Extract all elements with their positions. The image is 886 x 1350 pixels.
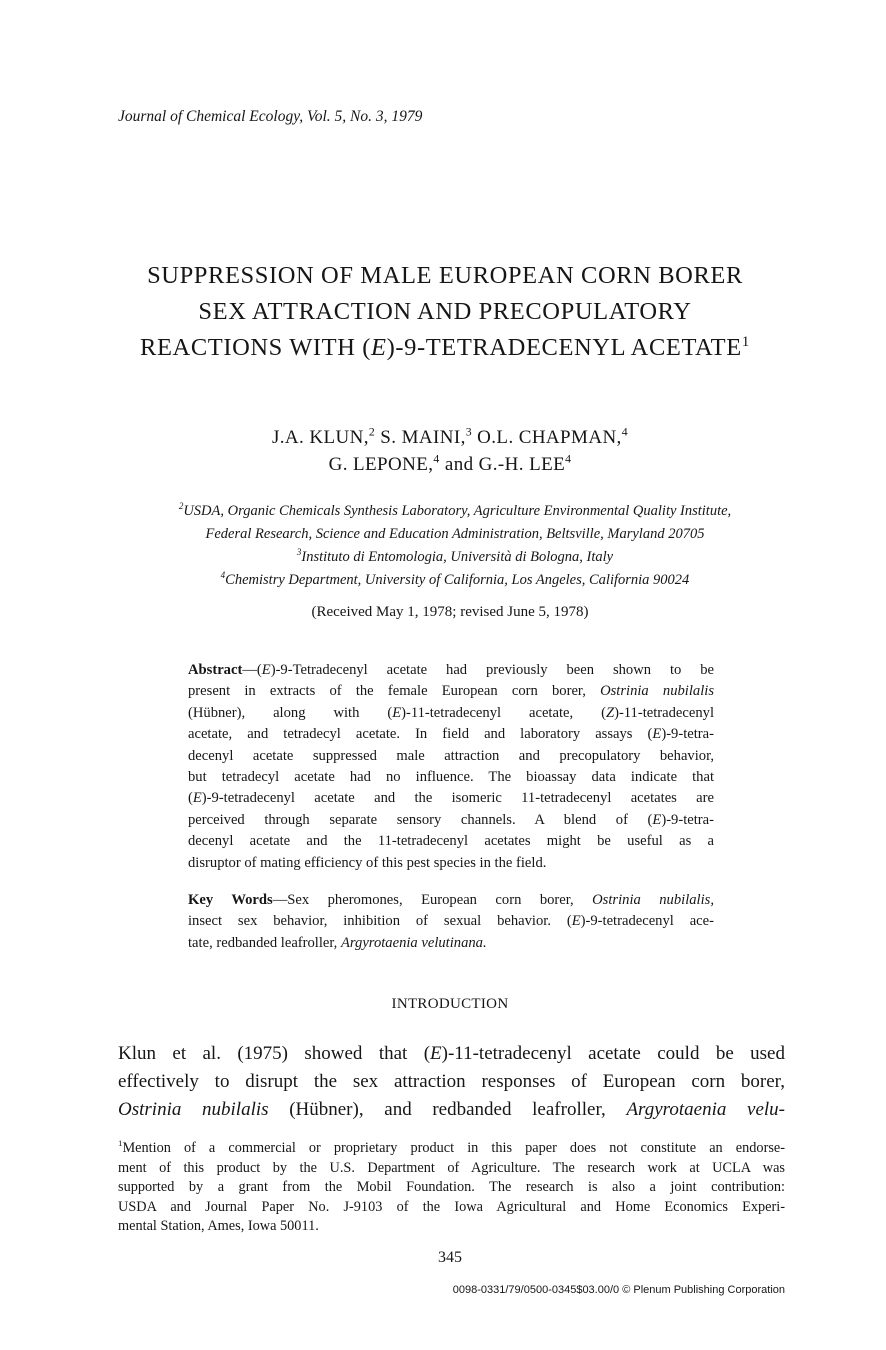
title-line-2: SEX ATTRACTION AND PRECOPULATORY: [198, 298, 692, 325]
affiliation-usda: $^2$USDA, Organic Chemicals Synthesis Laboratory, Agriculture Environmental Quality Institute,: [178, 501, 732, 519]
affiliation-ucla: $^4$Chemistry Department, University of California, Los Angeles, California 90024: [220, 570, 690, 588]
affiliation-bologna: $^3$Instituto di Entomologia, Università di Bologna, Italy: [296, 547, 614, 565]
authors-line-2: G. LEPONE,$^4$ and G.-H. LEE$^4$: [328, 452, 572, 475]
abstract-line: but tetradecyl acetate had no influence. The bioassay data indicate that: [188, 769, 714, 786]
received-dates: (Received May 1, 1978; revised June 5, 1978): [311, 604, 589, 620]
copyright-line: 0098-0331/79/0500-0345$03.00/0 © Plenum Publishing Corporation: [452, 1284, 785, 1296]
title-line-3: REACTIONS WITH (E)-9-TETRADECENYL ACETATE$^1$: [140, 332, 750, 361]
authors-line-1: J.A. KLUN,$^2$ S. MAINI,$^3$ O.L. CHAPMAN,$^4$: [271, 425, 629, 448]
abstract-line: acetate, and tetradecyl acetate. In field and laboratory assays (E)-9-tetra-: [188, 726, 714, 743]
author-list: [120, 424, 780, 478]
abstract-line: perceived through separate sensory channels. A blend of (E)-9-tetra-: [188, 811, 714, 828]
body-line: Ostrinia nubilalis (Hübner), and redbanded leafroller, Argyrotaenia velu-: [118, 1099, 785, 1120]
footnote-line: USDA and Journal Paper No. J-9103 of the Iowa Agricultural and Home Economics Experi-: [118, 1198, 785, 1215]
footnote: [118, 1139, 785, 1237]
abstract-line: disruptor of mating efficiency of this pest species in the field.: [188, 854, 547, 871]
abstract-line: decenyl acetate suppressed male attraction and precopulatory behavior,: [188, 747, 714, 764]
abstract-line: Abstract—(E)-9-Tetradecenyl acetate had previously been shown to be: [188, 662, 714, 678]
footnote-line: ment of this product by the U.S. Department of Agriculture. The research work at UCLA was: [118, 1159, 785, 1176]
footnote-line: mental Station, Ames, Iowa 50011.: [118, 1218, 319, 1235]
keywords-label: Key Words: [188, 892, 273, 908]
body-line: Klun et al. (1975) showed that (E)-11-tetradecenyl acetate could be used: [118, 1043, 785, 1064]
footnote-marker: 1: [741, 332, 750, 350]
affiliations: [100, 500, 810, 592]
article-title: [90, 258, 800, 366]
keywords-line: Key Words—Sex pheromones, European corn borer, Ostrinia nubilalis,: [188, 892, 714, 908]
page-number: 345: [438, 1249, 462, 1266]
abstract-label: Abstract: [188, 662, 243, 678]
title-line-1: SUPPRESSION OF MALE EUROPEAN CORN BORER: [147, 262, 743, 289]
section-heading-introduction: INTRODUCTION: [391, 996, 509, 1012]
abstract-line: present in extracts of the female European corn borer, Ostrinia nubilalis: [188, 683, 715, 700]
keywords-line: insect sex behavior, inhibition of sexual behavior. (E)-9-tetradecenyl ace-: [188, 913, 714, 930]
footnote-line: supported by a grant from the Mobil Foundation. The research is also a joint contribution:: [118, 1179, 785, 1196]
journal-citation: Journal of Chemical Ecology, Vol. 5, No. 3, 1979: [118, 108, 423, 125]
abstract-line: decenyl acetate and the 11-tetradecenyl acetates might be useful as a: [188, 833, 714, 850]
abstract-line: (Hübner), along with (E)-11-tetradecenyl acetate, (Z)-11-tetradecenyl: [188, 704, 715, 721]
introduction-text: [118, 1040, 785, 1124]
key-words: [188, 890, 714, 954]
body-line: effectively to disrupt the sex attraction responses of European corn borer,: [118, 1071, 785, 1092]
affiliation-usda-cont: Federal Research, Science and Education Administration, Beltsville, Maryland 20705: [205, 526, 705, 542]
footnote-line: $^1$Mention of a commercial or proprietary product in this paper does not constitute an endorse-: [118, 1138, 785, 1156]
abstract-line: (E)-9-tetradecenyl acetate and the isomeric 11-tetradecenyl acetates are: [188, 790, 714, 807]
keywords-line: tate, redbanded leafroller, Argyrotaenia velutinana.: [188, 934, 487, 951]
abstract: [188, 660, 714, 874]
